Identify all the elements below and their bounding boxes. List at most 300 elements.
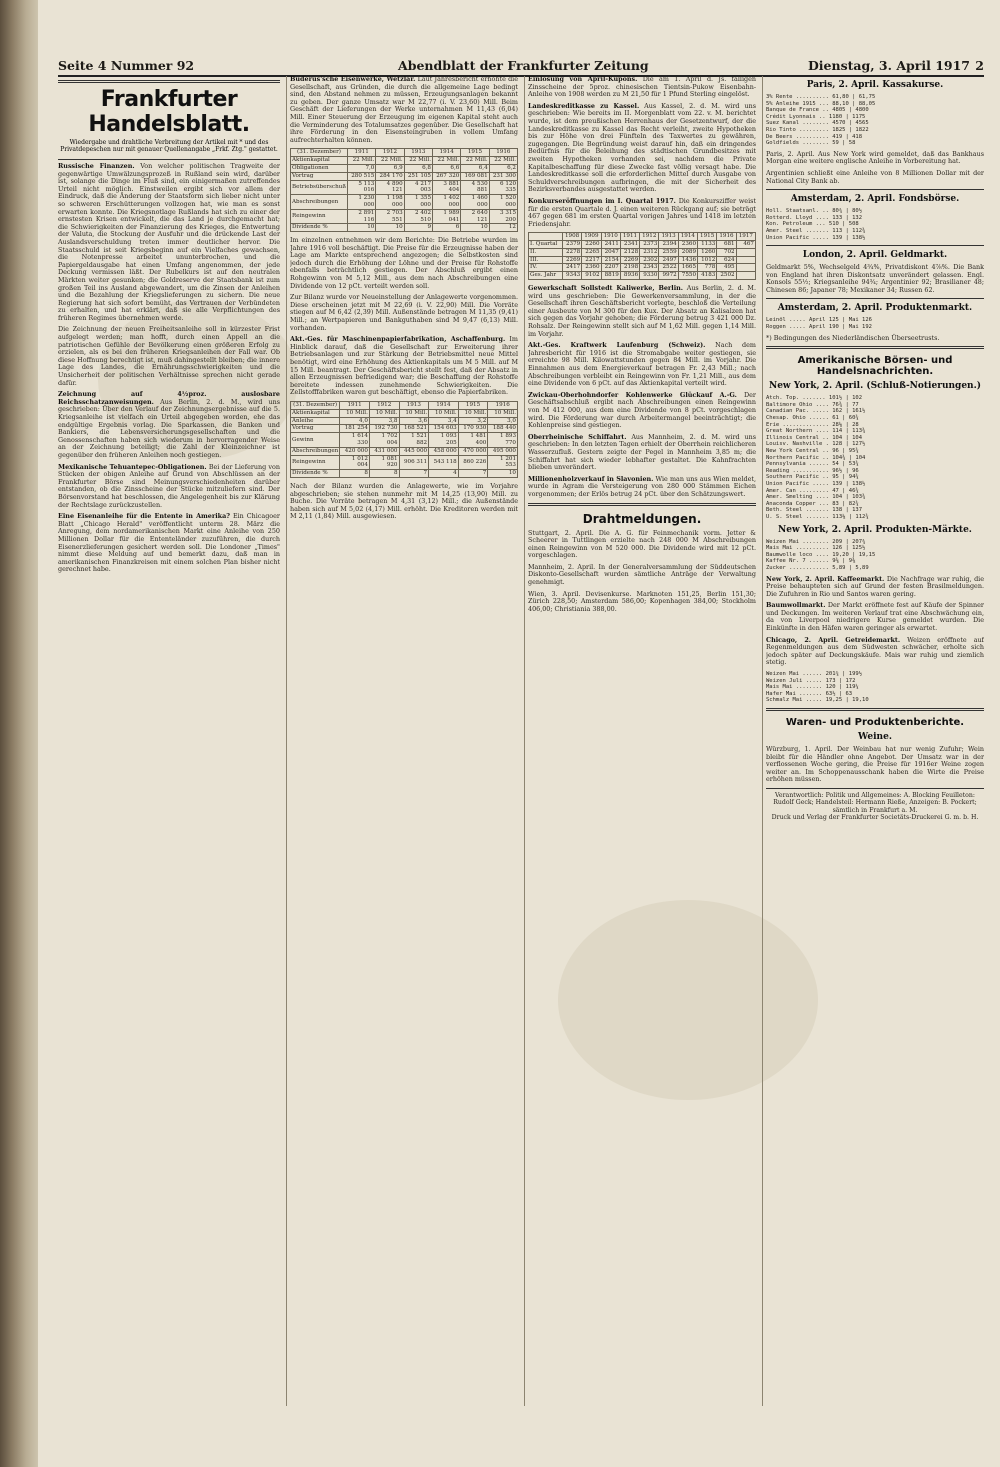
aktges-table-row xyxy=(291,470,518,478)
aktges-table-cell: 1 081 920 xyxy=(369,455,399,470)
buderus-table-cell: 1 520 000 xyxy=(489,195,517,210)
article-russische-finanzen: Russische Finanzen. Von welcher politischen Tragweite der gegenwärtige Umwälzungsprozeß in Rußland sein wird, darüber ist, solange die Dinge im Fluß sind, ein einigermaßen zutreffendes Urteil nicht möglich. Einstweilen ergibt sich vor allem der Eindruck, daß die Änderung der Staatsform sich lieber nicht unter so schweren Erschütterungen vollzogen hat, wie man es sonst erwarten konnte. Die Kriegsnotlage Rußlands hat sich zu einer der ernstesten Krisen entwickelt, die das Land je durchgemacht hat; die Schwierigkeiten der Finanzierung des Krieges, die Entwertung der Valuta, die Stockung der Ausfuhr und die drückende Last der Auslandsverschuldung treten immer deutlicher hervor. Die Staatsschuld ist seit Kriegsbeginn auf ein Vielfaches gewachsen, die Notenpresse arbeitet ununterbrochen, und die Papiergeldausgabe hat einen Umfang angenommen, der jede Deckung vermissen läßt. Der Rubelkurs ist auf den neutralen Märkten weiter gesunken; die Goldreserve der Staatsbank ist zum großen Teil ins Ausland abgewandert, um die Zinsen der Anleihen und die Bezahlung der Kriegslieferungen zu sichern. Die neue Regierung hat sich sofort bemüht, das Vertrauen der Verbündeten zu erhalten, und hat erklärt, daß sie alle Verpflichtungen des früheren Regimes übernehmen werde. xyxy=(58,162,280,322)
konkurs-table-cell: 1665 xyxy=(678,264,697,272)
buderus-table-cell: 6,8 xyxy=(404,164,432,172)
aktges-table-cell: 3,6 xyxy=(399,417,429,425)
buderus-table-cell: 5 113 016 xyxy=(348,180,376,195)
konkurs-table-cell xyxy=(736,248,755,256)
aktges-table-cell: Gewinn xyxy=(291,433,340,448)
issue-date: Dienstag, 3. April 1917 xyxy=(807,58,970,73)
quote-line: Amer. Smelting .... 104 | 103¾ xyxy=(766,494,866,501)
buderus-table-cell: 1 402 000 xyxy=(433,195,461,210)
article-mexikanische: Mexikanische Tehuantepec-Obligationen. Bei der Lieferung von Stücken der obigen Anleihe auf Grund von Abschlüssen an der Frankfurter Börse sind Meinungsverschiedenheiten darüber entstanden, ob die Zinsscheine der Stücke mitzuliefern sind. Der Börsenvorstand hat beschlossen, die Angelegenheit bis zur Klärung der Rechtslage zurückzustellen. xyxy=(58,462,281,509)
buderus-table-header-cell: (31. Dezember) xyxy=(291,149,348,157)
buderus-table-cell: Dividende % xyxy=(291,224,348,232)
konkurs-table-cell xyxy=(736,256,755,264)
aktges-table-row xyxy=(291,433,518,448)
aktges-table-cell: 8 xyxy=(340,470,370,478)
quote-line: Amer. Can ......... 47 | 46¾ xyxy=(766,487,859,494)
quote-line: Atch. Top. ....... 101½ | 102 xyxy=(766,395,863,402)
konkurs-table-cell: 2341 xyxy=(620,241,639,249)
aktges-table-row xyxy=(291,447,518,455)
article-paragraph: Nach der Bilanz wurden die Anlagewerte, wie im Vorjahre abgeschrieben; sie stehen nunmehr mit M 14,25 (13,90) Mill. zu Buche. Die Vorräte betragen M 4,31 (3,12) Mill.; die Außenstände haben sich auf M 5,02 (4,17) Mill. erhöht. Die Kreditoren werden mit M 2,11 (1,84) Mill. ausgewiesen. xyxy=(290,481,518,521)
buderus-table-cell: 12 xyxy=(489,224,517,232)
aktges-table-cell: 1 093 205 xyxy=(429,433,459,448)
buderus-table-cell: 22 Mill. xyxy=(433,157,461,165)
buderus-table-cell: 4 530 881 xyxy=(461,180,489,195)
konkurs-table-cell: IV. xyxy=(529,264,563,272)
buderus-table-row xyxy=(291,195,518,210)
paris-note: Argentinien schließt eine Anleihe von 8 Millionen Dollar mit der National City Bank ab. xyxy=(766,168,984,185)
konkurs-table-cell: 2207 xyxy=(601,264,620,272)
article-aktges: Akt.-Ges. für Maschinenpapierfabrikation, Aschaffenburg. Im Hinblick darauf, daß die Gesellschaft zur Erweiterung ihrer Betriebsanlagen und zur Stärkung der Betriebsmittel neue Mittel benötigt, wird eine Erhöhung des Aktienkapitals um M 5 Mill. auf M 15 Mill. beantragt. Der Geschäftsbericht stellt fest, daß der Absatz in allen Erzeugnissen befriedigend war; die Beschaffung der Rohstoffe bereitete indessen zunehmende Schwierigkeiten. Die Zellstofffabriken waren gut beschäftigt, ebenso die Papierfabriken. xyxy=(290,335,518,397)
drahtmeldung-wien: Wien, 3. April. Devisenkurse. Marknoten 151,25, Berlin 151,30; Zürich 228,50; Amsterdam 586,00; Kopenhagen 384,00; Stockholm 406,00; Christiania 388,00. xyxy=(528,589,756,613)
konkurs-table-cell: 2502 xyxy=(717,272,736,280)
quote-line: Reading ........... 96½ | 96 xyxy=(766,467,859,474)
divider xyxy=(766,245,984,246)
konkurs-table-cell: 2128 xyxy=(620,248,639,256)
quote-line: Kon. Petroleum ... 510 | 508 xyxy=(766,221,859,228)
divider xyxy=(766,298,984,299)
buderus-table-cell: 22 Mill. xyxy=(348,157,376,165)
konkurs-table-cell: 1012 xyxy=(698,256,717,264)
aktges-table-cell: 10 Mill. xyxy=(429,409,459,417)
konkurs-table-header-cell: 1914 xyxy=(678,233,697,241)
aktges-table-header-cell: 1915 xyxy=(458,401,488,409)
buderus-table-cell: 280 515 xyxy=(348,172,376,180)
buderus-table-row xyxy=(291,172,518,180)
quote-line: Anaconda Copper ... 83 | 82¾ xyxy=(766,500,859,507)
buderus-table-row xyxy=(291,224,518,232)
aktges-table-cell: Aktienkapital xyxy=(291,409,340,417)
aktges-table-cell: 10 Mill. xyxy=(488,409,518,417)
aktges-table-cell: 420 000 xyxy=(340,447,370,455)
buderus-table-cell: 2 891 116 xyxy=(348,209,376,224)
divider xyxy=(766,346,984,349)
paper-name: Abendblatt der Frankfurter Zeitung xyxy=(398,58,649,73)
aktges-table-cell: 7 xyxy=(399,470,429,478)
article-buderus: Buderus'sche Eisenwerke, Wetzlar. Laut Jahresbericht erhöhte die Gesellschaft, aus Gründen, die durch die allgemeine Lage bedingt sind, den Abstand nehmen zu müssen, Erzeugungsanlagen bekannt zu geben. Der ganze Umsatz war M 22,77 (i. V. 23,60) Mill. Beim Geschäft der Lieferungen der Werke unternahmen M 11,43 (6,04) Mill. Einer Steuerung der Erzeugung im eigenen Kapital steht auch die Verminderung des Totalumsatzes gegenüber. Die Gesellschaft hat ihre Förderung in den Eisensteingruben in vollem Umfang aufrechterhalten können. xyxy=(290,76,518,144)
article-paragraph: Im einzelnen entnehmen wir dem Berichte: Die Betriebe wurden im Jahre 1916 voll beschäftigt. Die Preise für die Erzeugnisse haben der Lage am Markte entsprechend angezogen; die Selbstkosten sind jedoch durch die Erhöhung der Löhne und der Preise für Rohstoffe ebenfalls beträchtlich gestiegen. Der Abschluß ergibt einen Rohgewinn von M 5,12 Mill., aus dem nach Abschreibungen eine Dividende von 12 pCt. verteilt werden soll. xyxy=(290,236,518,290)
konkurs-table-header-cell: 1909 xyxy=(582,233,601,241)
buderus-table-cell: 1 198 000 xyxy=(376,195,404,210)
quote-line: Illinois Central .. 104 | 104 xyxy=(766,434,863,441)
quote-line: Suez Kanal ........ 4570 | 4565 xyxy=(766,120,869,127)
quote-line: Louisv. Nashville . 128 | 127½ xyxy=(766,441,866,448)
paris-quotes xyxy=(766,94,984,147)
london-text: Geldmarkt 5%, Wechselgeld 4¾%, Privatdiskont 4⅞%. Die Bank von England hat ihren Diskontsatz unverändert gelassen. Engl. Konsols 55½; Kriegsanleihe 94¾; Argentinier 92; Brasilianer 48; Chinesen 86; Japaner 78; Mexikaner 34; Russen 62. xyxy=(766,263,984,294)
konkurs-table-cell xyxy=(736,264,755,272)
konkurs-table-cell: 2269 xyxy=(620,256,639,264)
buderus-table-cell: 22 Mill. xyxy=(461,157,489,165)
wein-report: Würzburg, 1. April. Der Weinbau hat nur wenig Zufuhr; Wein bleibt für die Händler ohne Angebot. Der Umsatz war in der verflossenen Woche gering, die Preise für 1916er Weine zogen weiter an. Im Schoppenausschank haben die Wirte die Preise erhöhen müssen. xyxy=(766,745,984,784)
nyc-produkten-quotes xyxy=(766,539,984,572)
quote-line: Weizen Juli ..... 173 | 172 xyxy=(766,677,856,684)
aktges-table-cell: 10 Mill. xyxy=(340,409,370,417)
buderus-table-cell: 6 120 335 xyxy=(489,180,517,195)
buderus-table-header-cell: 1914 xyxy=(433,149,461,157)
aktges-table-cell: 543 118 xyxy=(429,455,459,470)
buderus-table-cell: 2 703 551 xyxy=(376,209,404,224)
buderus-table-cell: 22 Mill. xyxy=(489,157,517,165)
drahtmeldung-stuttgart: Stuttgart, 2. April. Die A. G. für Feinmechanik vorm. Jetter & Scheerer in Tuttlingen erzielte nach 248 000 M Abschreibungen einen Reingewinn von M 520 000. Die Dividende wird mit 12 pCt. vorgeschlagen. xyxy=(528,528,756,560)
amsterdam-produkte-quotes xyxy=(766,317,984,330)
aktges-table-cell: 8 xyxy=(369,470,399,478)
nyc-produkten-title: New York, 2. April. Produkten-Märkte. xyxy=(778,524,972,535)
article-paragraph: Die Zeichnung der neuen Freiheitsanleihe soll in kürzester Frist aufgelegt werden; man hofft, durch einen Appell an die patriotischen Gefühle der Bevölkerung einen größeren Erfolg zu erzielen, als es bei den früheren Kriegsanleihen der Fall war. Ob diese Hoffnung berechtigt ist, muß dahingestellt bleiben; die innere Lage des Landes, die Ernährungsschwierigkeiten und die Unsicherheit der politischen Verhältnisse sprechen nicht gerade dafür. xyxy=(58,325,280,387)
quote-line: Beth. Steel ....... 138 | 137 xyxy=(766,507,863,514)
aktges-table-cell: Anleihe xyxy=(291,417,340,425)
aktges-table-cell: 4,0 xyxy=(340,417,370,425)
konkurs-table-cell: 2302 xyxy=(640,256,659,264)
buderus-table-cell: 10 xyxy=(461,224,489,232)
aktges-table-cell: Abschreibungen xyxy=(292,447,339,454)
konkurs-table-header-cell: 1915 xyxy=(698,233,717,241)
aktges-table-cell: 1 893 770 xyxy=(488,433,518,448)
aktges-table-cell: 10 Mill. xyxy=(369,409,399,417)
aktges-table-cell: 3,0 xyxy=(488,417,518,425)
aktges-table-cell: 10 Mill. xyxy=(458,409,488,417)
aktges-table-cell: 445 000 xyxy=(399,447,429,455)
article-title: Eine Eisenanleihe für die Entente in Amerika? xyxy=(58,512,230,521)
aktges-table-cell: 168 521 xyxy=(399,425,429,433)
konkurs-table-cell: 2269 xyxy=(562,256,581,264)
quote-line: 5% Anleihe 1915 ... 88,10 | 88,05 xyxy=(766,100,876,107)
konkurs-table-cell: 1436 xyxy=(678,256,697,264)
konkurs-table-cell: 8819 xyxy=(601,272,620,280)
aktges-table-cell: Dividende % xyxy=(291,470,340,478)
konkurs-table-row xyxy=(529,248,756,256)
kaffee-title: New York, 2. April. Kaffeemarkt. xyxy=(766,574,885,583)
aktges-table-cell: 431 000 xyxy=(369,447,399,455)
buderus-table-cell: 251 105 xyxy=(404,172,432,180)
konkurs-table-cell: 2217 xyxy=(582,256,601,264)
konkurs-table-cell: 2312 xyxy=(640,248,659,256)
konkurs-table-cell: 2379 xyxy=(562,241,581,249)
article-einloesung: Einlösung von April-Kupons. Die am 1. April d. Js. fälligen Zinsscheine der 5proz. chinesischen Tientsin-Pukow Eisenbahn-Anleihe von 1908 werden zu M 21,50 für 1 Pfund Sterling eingelöst. xyxy=(528,76,756,99)
buderus-table-cell: 284 170 xyxy=(376,172,404,180)
aktges-table-cell: Vortrag xyxy=(291,425,340,433)
article-holzverkauf: Millionenholzverkauf in Slavonien. Wie man uns aus Wien meldet, wurde in Agram die Versteigerung von 280 000 Stämmen Eichen vorgenommen; der Erlös betrug 24 pCt. über den Schätzungswert. xyxy=(528,474,756,498)
quote-line: Baumwolle loco .... 19,20 | 19,15 xyxy=(766,551,876,558)
buderus-table-header-cell: 1913 xyxy=(404,149,432,157)
konkurs-table-cell: 1260 xyxy=(698,248,717,256)
quote-line: Amer. Steel ....... 113 | 112¾ xyxy=(766,227,866,234)
buderus-table-row xyxy=(291,209,518,224)
konkurs-table-header-cell: 1908 xyxy=(562,233,581,241)
konkurs-table-row xyxy=(529,256,756,264)
article-title: Russische Finanzen. xyxy=(58,162,135,170)
konkurs-table-cell: 8936 xyxy=(620,272,639,280)
quote-line: Erie .............. 28⅛ | 28 xyxy=(766,421,859,428)
quote-line: Roggen ..... April 190 | Mai 192 xyxy=(766,324,872,331)
konkurs-table-cell: 2394 xyxy=(659,241,678,249)
konkurs-table-cell: 9343 xyxy=(562,272,581,280)
konkurs-table-cell: 9330 xyxy=(640,272,659,280)
nyc-quotes xyxy=(766,395,984,520)
konkurs-table-cell: 2373 xyxy=(640,241,659,249)
aktges-table-cell: 458 000 xyxy=(429,447,459,455)
buderus-table-cell: 6,4 xyxy=(461,164,489,172)
article-title: Landeskreditkasse zu Kassel. xyxy=(528,101,640,110)
konkurs-table-cell: 467 xyxy=(736,241,755,249)
article-zeichnung: Zeichnung auf 4½proz. auslosbare Reichsschatzanweisungen. Aus Berlin, 2. d. M., wird uns geschrieben: Über den Verlauf der Zeichnungsergebnisse auf die 5. Kriegsanleihe ist vielfach ein Urteil abgegeben worden, ehe das endgültige Ergebnis vorlag. Die Sparkassen, die Banken und Bankiers, die Lebensversicherungsgesellschaften und die Genossenschaften haben sich wiederum in hervorragender Weise an der Zeichnung beteiligt; die Zahl der Kleinzeichner ist gegenüber den früheren Anleihen noch gestiegen. xyxy=(58,390,280,459)
london-title: London, 2. April. Geldmarkt. xyxy=(802,250,948,261)
aktges-table-row xyxy=(291,417,518,425)
aktges-table-cell: 1 521 882 xyxy=(399,433,429,448)
aktges-table-cell: 470 000 xyxy=(458,447,488,455)
buderus-table-cell: 1 460 000 xyxy=(461,195,489,210)
buderus-table-cell: 3 315 200 xyxy=(489,209,517,224)
buderus-table-cell: Reingewinn xyxy=(291,209,348,224)
konkurs-table-cell: 624 xyxy=(717,256,736,264)
book-binding xyxy=(0,0,38,1467)
buderus-table-cell: 10 xyxy=(376,224,404,232)
article-title: Konkurseröffnungen im I. Quartal 1917. xyxy=(528,196,676,205)
buderus-table-header-cell: 1915 xyxy=(461,149,489,157)
quote-line: 3% Rente .......... 61,80 | 61,75 xyxy=(766,94,876,100)
buderus-table-cell: 7,0 xyxy=(348,164,376,172)
quote-line: De Beers .......... 419 | 418 xyxy=(766,133,863,140)
aktges-table-cell: 170 930 xyxy=(458,425,488,433)
buderus-table-row xyxy=(291,180,518,195)
buderus-table-cell: Aktienkapital xyxy=(291,157,348,165)
aktges-table-cell: 192 730 xyxy=(369,425,399,433)
konkurs-table-header-cell: 1911 xyxy=(620,233,639,241)
aktges-table-cell: 906 311 xyxy=(399,455,429,470)
aktges-table-cell: 10 xyxy=(488,470,518,478)
nyc-title: New York, 2. April. (Schluß-Notierungen.) xyxy=(768,381,981,392)
konkurs-table-cell: 2522 xyxy=(659,264,678,272)
quote-line: U. S. Steel ....... 113⅛ | 112¾ xyxy=(766,513,869,520)
section-title: Frankfurter Handelsblatt. xyxy=(88,87,250,137)
quote-line: Crédit Lyonnais .. 1180 | 1175 xyxy=(766,113,866,120)
baumwolle-title: Baumwollmarkt. xyxy=(766,601,826,610)
konkurs-table-cell: 2497 xyxy=(659,256,678,264)
article-konkurs: Konkurseröffnungen im I. Quartal 1917. Die Konkursziffer weist für die ersten Quartale d. J. einen weiteren Rückgang auf; sie beträgt 467 gegen 681 im ersten Quartal vorigen Jahres und 1418 im letzten Friedensjahr. xyxy=(528,196,756,228)
column-3 xyxy=(528,76,763,1406)
konkurs-table-cell: 4183 xyxy=(698,272,717,280)
impressum-line: Verantwortlich: Politik und Allgemeines: A. Blocking Feuilleton: Rudolf Geck; Handelsteil: Hermann Rieße, Anzeigen: B. Pockert; sämtlich in Frankfurt a. M. xyxy=(773,791,977,814)
buderus-table-cell: Vortrag xyxy=(291,172,348,180)
aktges-table-cell: 1 481 400 xyxy=(458,433,488,448)
article-title: Akt.-Ges. Kraftwerk Laufenburg (Schweiz). xyxy=(528,341,706,350)
aktges-table-header-cell: 1916 xyxy=(488,401,518,409)
column-2 xyxy=(290,76,525,1406)
konkurs-table-cell: 2278 xyxy=(562,248,581,256)
article-title: Mexikanische Tehuantepec-Obligationen. xyxy=(58,462,207,471)
quote-line: Pennsylvania ...... 54 | 53¾ xyxy=(766,461,859,468)
konkurs-table-cell: 2260 xyxy=(582,241,601,249)
divider xyxy=(766,189,984,190)
buderus-table-cell: 6,9 xyxy=(376,164,404,172)
article-title: Zwickau-Oberhohndorfer Kohlenwerke Glückauf A.-G. xyxy=(528,390,737,399)
buderus-table-cell: 2 402 510 xyxy=(404,209,432,224)
buderus-table-row xyxy=(291,164,518,172)
article-schiffahrt: Oberrheinische Schiffahrt. Aus Mannheim, 2. d. M. wird uns geschrieben: In den letzten Tagen erhielt der Oberrhein reichlicheren Wasserzufluß. Gestern zeigte der Pegel in Mannheim 3,85 m; die Schiffahrt hat sich wieder lebhafter gestaltet. Die Kahnfrachten blieben unverändert. xyxy=(528,432,756,472)
buderus-table-cell: Betriebsüberschuß xyxy=(291,180,348,195)
drahtmeldung-mannheim: Mannheim, 2. April. In der Generalversammlung der Süddeutschen Diskonto-Gesellschaft wurden sämtliche Anträge der Verwaltung genehmigt. xyxy=(528,562,756,587)
quote-line: Weizen Mai ........ 209 | 207¾ xyxy=(766,538,866,545)
quote-line: Northern Pacific .. 104¾ | 104 xyxy=(766,454,866,461)
konkurs-table-cell: 2360 xyxy=(582,264,601,272)
konkurs-table-cell: I. Quartal xyxy=(529,241,563,249)
quote-line: Rio Tinto ......... 1825 | 1822 xyxy=(766,126,869,133)
article-title: Buderus'sche Eisenwerke, Wetzlar. xyxy=(290,76,416,83)
quote-line: Banque de France .. 4805 | 4800 xyxy=(766,107,869,114)
konkurs-table-cell: 2154 xyxy=(601,256,620,264)
article-eisenanleihe: Eine Eisenanleihe für die Entente in Amerika? Ein Chicagoer Blatt „Chicago Herald" veröffentlicht unterm 28. März die Anregung, dem nordamerikanischen Markt eine Anleihe von 250 Millionen Dollar für die Ententeländer zuzuführen, die durch Eisenerzlieferungen gesichert werden soll. Die Londoner „Times" nimmt diese Meldung auf und bemerkt dazu, daß man in amerikanischen Finanzkreisen mit einem solchen Plan bisher nicht gerechnet habe. xyxy=(58,512,280,574)
konkurs-table-cell: 2411 xyxy=(601,241,620,249)
masthead xyxy=(58,55,984,77)
konkurs-table-header-cell: 1910 xyxy=(601,233,620,241)
impressum-line: Druck und Verlag der Frankfurter Societäts-Druckerei G. m. b. H. xyxy=(771,814,979,822)
aktges-table-cell: 495 000 xyxy=(488,447,518,455)
konkurs-table-row xyxy=(529,241,756,249)
buderus-table-cell: 2 640 121 xyxy=(461,209,489,224)
aktges-table-header-cell: 1913 xyxy=(399,401,429,409)
konkurs-table-cell: 702 xyxy=(717,248,736,256)
kaffee-report: New York, 2. April. Kaffeemarkt. Die Nachfrage war ruhig, die Preise behaupteten sich auf Grund der festen Brasilmeldungen. Die Zufuhren in Rio und Santos waren gering. xyxy=(766,574,984,598)
quote-line: Union Pacific ..... 139 | 138½ xyxy=(766,234,866,241)
aktges-table-header-cell: 1914 xyxy=(429,401,459,409)
konkurs-table-row xyxy=(529,264,756,272)
konkurs-table-cell: 2343 xyxy=(640,264,659,272)
buderus-table-cell: 6,2 xyxy=(489,164,517,172)
paris-note: Paris, 2. April. Aus New York wird gemeldet, daß das Bankhaus Morgan eine weitere englische Anleihe in Vorbereitung hat. xyxy=(766,149,984,166)
buderus-table-cell: 1 230 000 xyxy=(348,195,376,210)
quote-line: Kaffee Nr. 7 ...... 9⅜ | 9⅜ xyxy=(766,558,856,565)
buderus-table-cell: 267 320 xyxy=(433,172,461,180)
konkurs-table-header-cell: 1912 xyxy=(640,233,659,241)
konkurs-table-cell: 9972 xyxy=(659,272,678,280)
aktges-table-cell: 188 440 xyxy=(488,425,518,433)
quote-line: Schmalz Mai ..... 19,25 | 19,10 xyxy=(766,697,869,704)
chicago-title: Chicago, 2. April. Getreidemarkt. xyxy=(766,635,901,644)
aktges-table-cell: 3,4 xyxy=(429,417,459,425)
buderus-table-header-cell: 1911 xyxy=(348,149,376,157)
article-title: Zeichnung auf 4½proz. auslosbare Reichsschatzanweisungen. xyxy=(58,390,280,406)
article-bilanz: Zur Bilanz wurde vor Neueinstellung der Anlagewerte vorgenommen. Diese erscheinen jetzt mit M 22,69 (i. V. 22,90) Mill. Die Vorräte stiegen auf M 6,42 (2,39) Mill. Außenstände betragen M 11,35 (9,41) Mill.; an Wertpapieren und Bankguthaben sind M 9,47 (6,13) Mill. vorhanden. xyxy=(290,293,518,332)
article-gewerkschaft: Gewerkschaft Sollstedt Kaliwerke, Berlin. Aus Berlin, 2. d. M. wird uns geschrieben: Die Gewerkenversammlung, in der die Gesellschaft ihren Geschäftsbericht vorlegte, beschloß die Verteilung einer Ausbeute von M 300 für den Kux. Der Absatz an Kalisalzen hat sich gegen das Vorjahr gehoben; die Förderung betrug 3 421 000 Dz. Rohsalz. Der Reingewinn stellt sich auf M 1,62 Mill. gegen 1,14 Mill. im Vorjahr. xyxy=(528,284,756,338)
chicago-report: Chicago, 2. April. Getreidemarkt. Weizen eröffnete auf Regenmeldungen aus dem Südwesten schwächer, erholte sich jedoch später auf Deckungskäufe. Mais war ruhig und ziemlich stetig. xyxy=(766,635,984,667)
konkurs-table-cell: 1133 xyxy=(698,241,717,249)
aktges-table-header-cell: 1912 xyxy=(369,401,399,409)
aktges-table-cell: 3,8 xyxy=(369,417,399,425)
aktges-table-header-cell: (31. Dezember) xyxy=(291,401,340,409)
quote-line: Weizen Mai ...... 201¾ | 199½ xyxy=(766,671,863,678)
buderus-table-cell: 169 081 xyxy=(461,172,489,180)
buderus-table-cell: 22 Mill. xyxy=(376,157,404,165)
konkurs-table-cell: 2559 xyxy=(659,248,678,256)
aktges-table-cell: Reingewinn xyxy=(291,455,340,470)
divider xyxy=(58,159,280,160)
buderus-table-cell: 231 300 xyxy=(489,172,517,180)
article-title: Oberrheinische Schiffahrt. xyxy=(528,432,627,441)
aktges-table-cell: 3,2 xyxy=(458,417,488,425)
amsterdam-title: Amsterdam, 2. April. Fondsbörse. xyxy=(790,194,960,205)
quote-line: Canadian Pac. ..... 162 | 161½ xyxy=(766,408,866,415)
quote-line: Union Pacific ..... 139 | 138½ xyxy=(766,480,866,487)
aktges-table-cell: 4 xyxy=(429,470,459,478)
impressum xyxy=(766,788,984,822)
konkurs-table-cell: 778 xyxy=(698,264,717,272)
konkurs-table-cell: Ges. Jahr xyxy=(529,272,563,280)
konkurs-table-cell: 2360 xyxy=(678,241,697,249)
buderus-table-cell: 4 217 003 xyxy=(404,180,432,195)
buderus-table-cell: 9 xyxy=(404,224,432,232)
konkurs-table-cell: II. xyxy=(529,248,563,256)
konkurs-table-cell: 7550 xyxy=(678,272,697,280)
konkurs-table-header-cell: 1916 xyxy=(717,233,736,241)
amerikanische-title: Amerikanische Börsen- und Handelsnachrichten. xyxy=(797,355,953,378)
quote-line: Baltimore Ohio .... 76¾ | 77 xyxy=(766,401,859,408)
konkurs-table-cell xyxy=(736,272,755,280)
article-title: Gewerkschaft Sollstedt Kaliwerke, Berlin. xyxy=(528,284,684,293)
konkurs-table-cell: 2089 xyxy=(678,248,697,256)
aktges-table-cell: 1 702 004 xyxy=(369,433,399,448)
aktges-table-cell: 154 603 xyxy=(429,425,459,433)
baumwolle-report: Baumwollmarkt. Der Markt eröffnete fest auf Käufe der Spinner und Deckungen. Im weiteren Verlauf trat eine Abschwächung ein, da von Liverpool niedrigere Kurse gemeldet wurden. Die Einkünfte in den Häfen waren geringer als erwartet. xyxy=(766,601,984,633)
buderus-table-header-cell: 1912 xyxy=(376,149,404,157)
quote-line: Chesap. Ohio ...... 61 | 60¾ xyxy=(766,415,859,422)
aktges-table-header-cell: 1911 xyxy=(340,401,370,409)
article-title: Akt.-Ges. für Maschinenpapierfabrikation, Aschaffenburg. xyxy=(290,335,506,344)
quote-line: Goldfields ........ 59 | 58 xyxy=(766,140,856,147)
wein-title: Weine. xyxy=(858,732,892,742)
amsterdam-produkte-note: *) Bedingungen des Niederländischen Überseetrusts. xyxy=(766,333,940,342)
quote-line: Great Northern .... 114 | 113¾ xyxy=(766,428,866,435)
konkurs-table-cell: 2417 xyxy=(562,264,581,272)
aktges-table-cell: 860 226 xyxy=(458,455,488,470)
aktges-table-row xyxy=(291,455,518,470)
konkurs-table-header-cell: 1913 xyxy=(659,233,678,241)
chicago-quotes xyxy=(766,671,984,704)
divider xyxy=(58,80,280,83)
newspaper-page xyxy=(38,0,1000,1467)
quote-line: Holl. Staatsanl. .. 80¾ | 80½ xyxy=(766,208,863,215)
amsterdam-quotes xyxy=(766,208,984,241)
aktges-table-cell: 1 201 553 xyxy=(488,455,518,470)
amsterdam-produkte-title: Amsterdam, 2. April. Produktenmarkt. xyxy=(777,303,973,314)
konkurs-table xyxy=(528,232,756,280)
quote-line: Hafer Mai ....... 63½ | 63 xyxy=(766,690,853,697)
quote-line: Mais Mai ........ 120 | 119¼ xyxy=(766,684,859,691)
konkurs-table-cell: 2047 xyxy=(601,248,620,256)
drahtmeldungen-title: Drahtmeldungen. xyxy=(582,511,702,526)
aktges-table-cell: 10 Mill. xyxy=(399,409,429,417)
buderus-table-header-cell: 1916 xyxy=(489,149,517,157)
buderus-table-cell: Abschreibungen xyxy=(291,195,348,210)
aktges-table-cell: 1 614 330 xyxy=(340,433,370,448)
aktges-table-cell: 1 012 004 xyxy=(340,455,370,470)
article-title: Millionenholzverkauf in Slavonien. xyxy=(528,474,654,483)
buderus-table-cell: 6,6 xyxy=(433,164,461,172)
konkurs-table-header-cell: 1917 xyxy=(736,233,755,241)
column-1 xyxy=(58,76,287,1406)
quote-line: Rotterd. Lloyd .... 133 | 132 xyxy=(766,214,863,221)
quote-line: Zucker ............ 5,89 | 5,89 xyxy=(766,564,869,571)
divider xyxy=(528,503,756,506)
konkurs-table-cell: 681 xyxy=(717,241,736,249)
quote-line: Southern Pacific .. 95 | 94¾ xyxy=(766,474,859,481)
quote-line: Leinöl ..... April 125 | Mai 126 xyxy=(766,317,872,324)
konkurs-table-cell: 2265 xyxy=(582,248,601,256)
buderus-table-cell: Obligationen xyxy=(291,164,348,172)
article-kraftwerk: Akt.-Ges. Kraftwerk Laufenburg (Schweiz). Nach dem Jahresbericht für 1916 ist die Stromabgabe weiter gestiegen, sie erreichte 98 Mill. Kilowattstunden gegen 84 Mill. im Vorjahr. Die Einnahmen aus dem Energieverkauf betragen Fr. 2,43 Mill.; nach Abschreibungen verbleibt ein Reingewinn von Fr. 1,21 Mill., aus dem eine Dividende von 6 pCt. auf das Aktienkapital verteilt wird. xyxy=(528,341,756,388)
aktges-table-cell: 7 xyxy=(458,470,488,478)
konkurs-table-row xyxy=(529,272,756,280)
